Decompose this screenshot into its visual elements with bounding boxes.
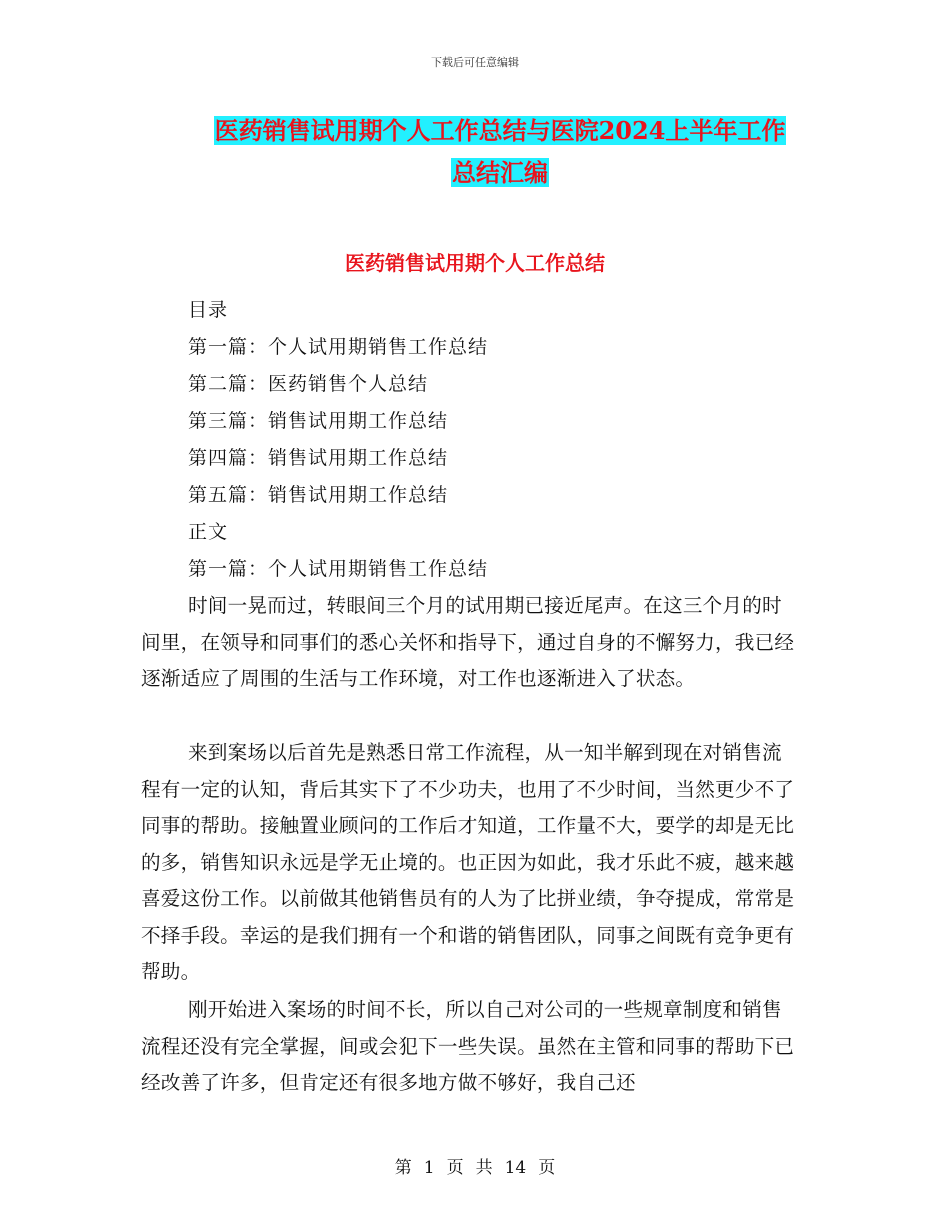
toc-item: 第三篇：销售试用期工作总结 [188, 410, 449, 432]
toc-item: 目录 [188, 299, 229, 321]
toc-item: 正文 [188, 521, 229, 543]
toc-item: 第二篇：医药销售个人总结 [188, 373, 429, 395]
toc-item: 第五篇：销售试用期工作总结 [188, 484, 449, 506]
page-label: 第 [394, 1158, 412, 1178]
toc-item: 第一篇：个人试用期销售工作总结 [188, 336, 489, 358]
header-note: 下载后可任意编辑 [431, 56, 519, 69]
total-unit: 页 [538, 1158, 556, 1178]
total-label: 共 [475, 1158, 493, 1178]
paragraph-text: 时间一晃而过，转眼间三个月的试用期已接近尾声。在这三个月的时间里，在领导和同事们的悉心关怀和指导下，通过自身的不懈努力，我已经逐渐适应了周围的生活与工作环境，对工作也逐渐进入了状态。 [141, 594, 795, 690]
paragraph-text: 来到案场以后首先是熟悉日常工作流程，从一知半解到现在对销售流程有一定的认知，背后其实下了不少功夫，也用了不少时间，当然更少不了同事的帮助。接触置业顾问的工作后才知道，工作量不大，要学的却是无比的多，销售知识永远是学无止境的。也正因为如此，我才乐此不疲，越来越喜爱这份工作。以前做其他销售员有的人为了比拼业绩，争夺提成，常常是不择手段。幸运的是我们拥有一个和谐的销售团队，同事之间既有竞争更有帮助。 [141, 741, 795, 983]
paragraph-text: 刚开始进入案场的时间不长，所以自己对公司的一些规章制度和销售流程还没有完全掌握，间或会犯下一些失误。虽然在主管和同事的帮助下已经改善了许多，但肯定还有很多地方做不够好，我自己还 [141, 998, 795, 1094]
title-line-2: 总结汇编 [452, 158, 548, 187]
toc-item: 第一篇：个人试用期销售工作总结 [188, 558, 489, 580]
title-line-1: 医药销售试用期个人工作总结与医院2024上半年工作 [214, 116, 786, 145]
section-title: 医药销售试用期个人工作总结 [345, 251, 605, 275]
page-unit: 页 [446, 1158, 464, 1178]
body-paragraph-3 [141, 992, 801, 1102]
body-paragraph-2 [141, 735, 801, 991]
document-title [140, 110, 860, 194]
toc-item: 第四篇：销售试用期工作总结 [188, 447, 449, 469]
total-pages: 14 [504, 1158, 527, 1178]
body-paragraph-1 [141, 588, 801, 698]
page-footer [0, 1153, 950, 1178]
table-of-contents [188, 292, 488, 588]
page-number: 1 [423, 1158, 435, 1178]
